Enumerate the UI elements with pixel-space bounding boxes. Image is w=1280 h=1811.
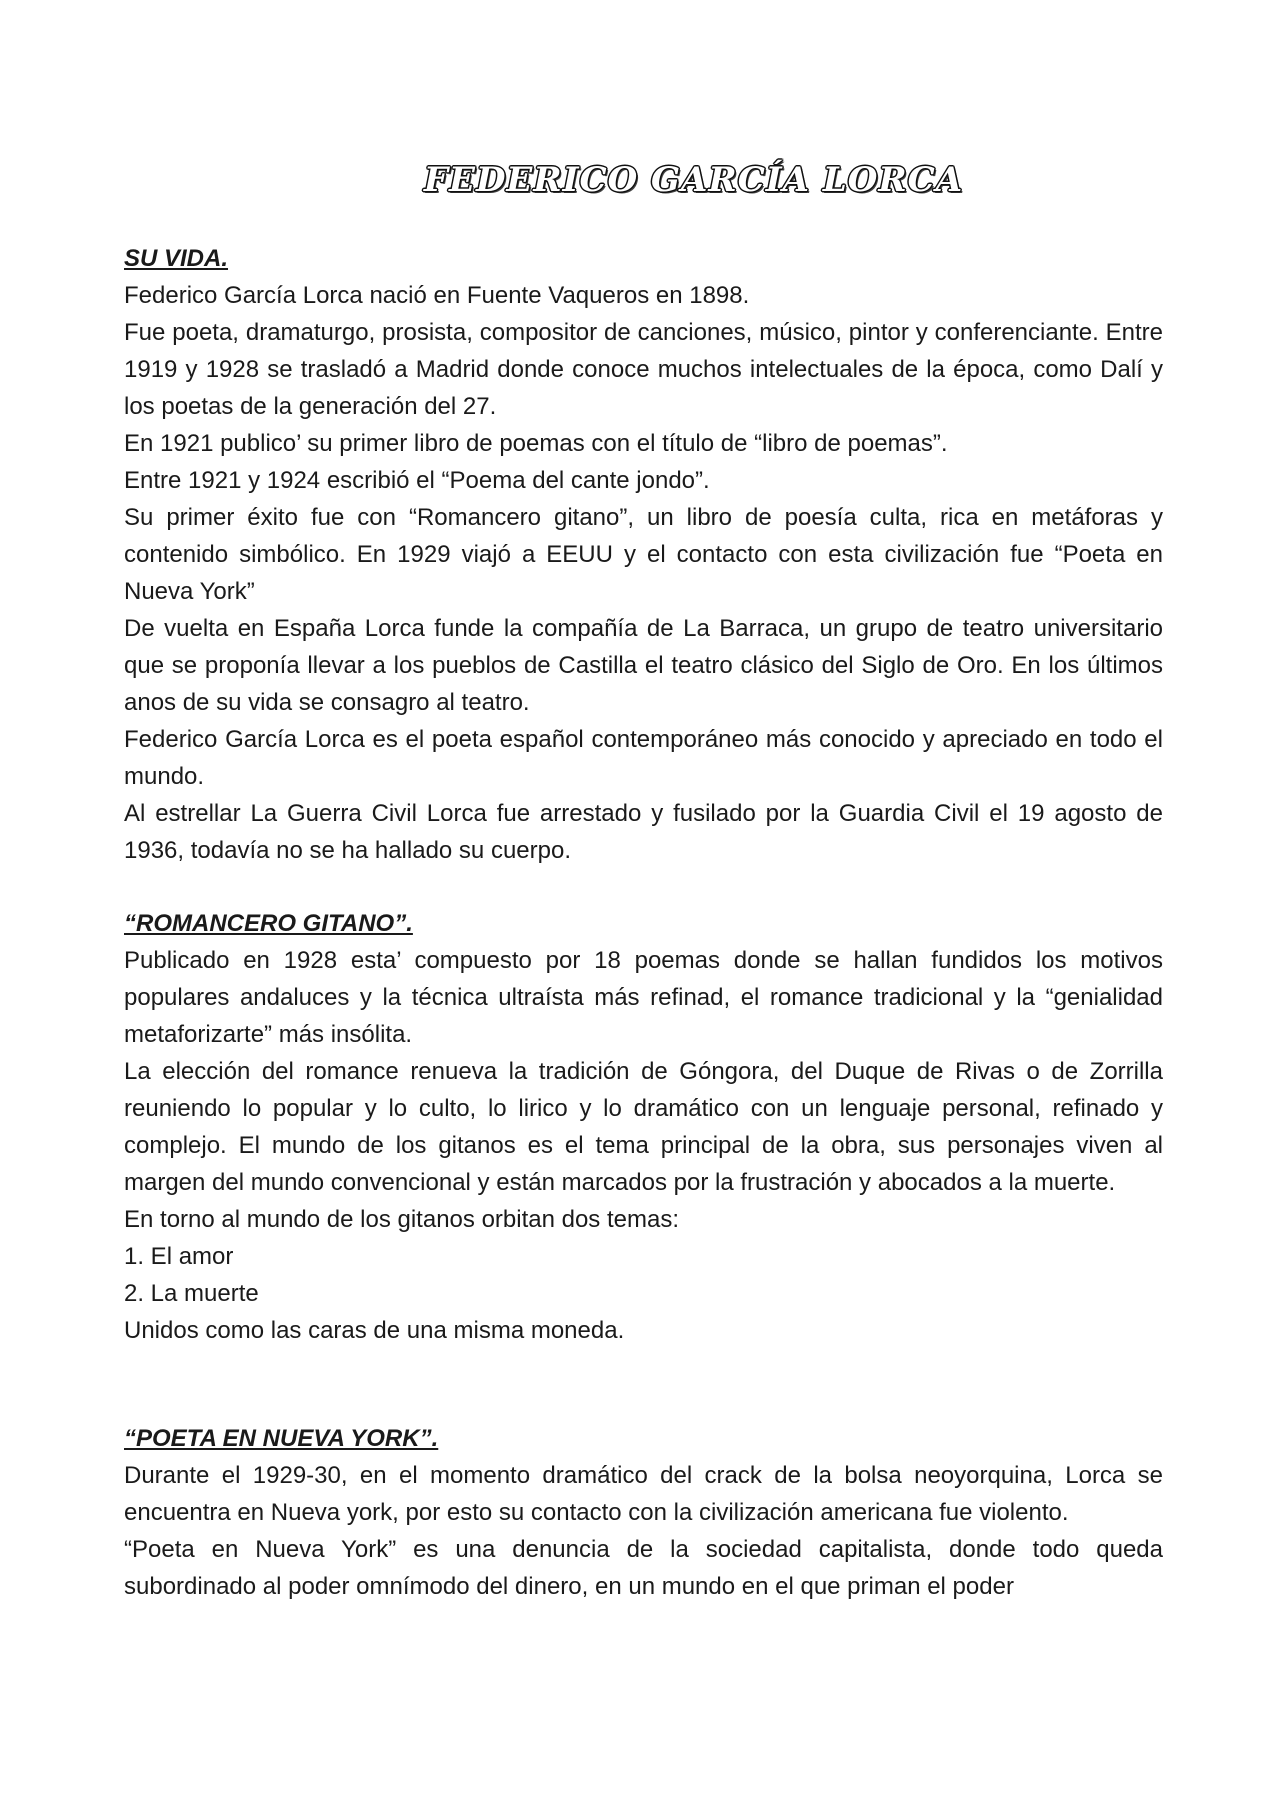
paragraph: Fue poeta, dramaturgo, prosista, compositor de canciones, músico, pintor y conferenciante. Entre 1919 y 1928 se trasladó a Madrid donde conoce muchos intelectuales de la época, como Dalí y los poetas de la generación del 27. [124,319,1163,420]
paragraph: La elección del romance renueva la tradición de Góngora, del Duque de Rivas o de Zorrilla reuniendo lo popular y lo culto, lo lirico y lo dramático con un lenguaje personal, refinado y complejo. El mundo de los gitanos es el tema principal de la obra, sus personajes viven al margen del mundo convencional y están marcados por la frustración y abocados a la muerte. [124,1058,1163,1196]
paragraph: Federico García Lorca es el poeta español contemporáneo más conocido y apreciado en todo el mundo. [124,726,1163,790]
paragraph: De vuelta en España Lorca funde la compañía de La Barraca, un grupo de teatro universitario que se proponía llevar a los pueblos de Castilla el teatro clásico del Siglo de Oro. En los últimos anos de su vida se consagro al teatro. [124,615,1163,716]
section-romancero-gitano [124,905,1163,1349]
paragraph: Durante el 1929-30, en el momento dramático del crack de la bolsa neoyorquina, Lorca se encuentra en Nueva york, por esto su contacto con la civilización americana fue violento. [124,1462,1163,1526]
section-heading: “ROMANCERO GITANO”. [124,910,413,937]
paragraph: Federico García Lorca nació en Fuente Vaqueros en 1898. [124,282,750,309]
paragraph: Su primer éxito fue con “Romancero gitano”, un libro de poesía culta, rica en metáforas y contenido simbólico. En 1929 viajó a EEUU y el contacto con esta civilización fue “Poeta en Nueva York” [124,504,1163,605]
list-item: 2. La muerte [124,1280,259,1307]
document-title: FEDERICO GARCÍA LORCA [423,160,964,200]
paragraph: “Poeta en Nueva York” es una denuncia de la sociedad capitalista, donde todo queda subordinado al poder omnímodo del dinero, en un mundo en el que priman el poder [124,1536,1163,1600]
paragraph: Unidos como las caras de una misma moneda. [124,1317,625,1344]
section-heading: SU VIDA. [124,245,229,272]
list-item: 1. El amor [124,1243,234,1270]
paragraph: Al estrellar La Guerra Civil Lorca fue arrestado y fusilado por la Guardia Civil el 19 agosto de 1936, todavía no se ha hallado su cuerpo. [124,800,1163,864]
paragraph: En 1921 publico’ su primer libro de poemas con el título de “libro de poemas”. [124,430,948,457]
paragraph: En torno al mundo de los gitanos orbitan dos temas: [124,1206,679,1233]
paragraph: Publicado en 1928 esta’ compuesto por 18 poemas donde se hallan fundidos los motivos populares andaluces y la técnica ultraísta más refinad, el romance tradicional y la “genialidad metaforizarte” más insólita. [124,947,1163,1048]
section-poeta-en-nueva-york [124,1420,1163,1605]
paragraph: Entre 1921 y 1924 escribió el “Poema del cante jondo”. [124,467,710,494]
section-heading: “POETA EN NUEVA YORK”. [124,1425,439,1452]
section-su-vida [124,240,1163,869]
